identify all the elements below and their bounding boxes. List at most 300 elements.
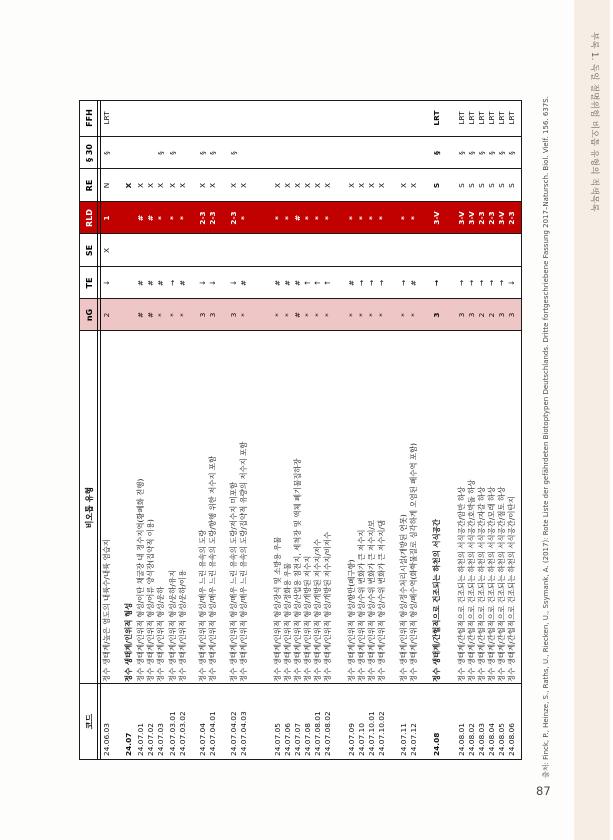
RE-cell: X xyxy=(124,182,133,189)
TE-cell: # xyxy=(283,279,292,287)
table-row xyxy=(168,101,178,759)
RLD-cell: * xyxy=(323,216,332,220)
RE-cell: X xyxy=(208,182,217,189)
FFH-cell xyxy=(293,99,303,137)
table-row xyxy=(303,101,313,759)
code-cell: 24.07.03.01 xyxy=(168,711,177,756)
TE-cell: # xyxy=(409,279,418,287)
FFH-cell: LRT xyxy=(507,111,516,125)
table-row xyxy=(357,101,367,759)
RE-cell: X xyxy=(357,182,366,189)
name-cell: 정수 생태계/간헐적으로 건조되는 하천의 서식공간/점토 하상 xyxy=(497,486,506,682)
table-header-row xyxy=(80,101,98,759)
p30-cell xyxy=(178,137,188,169)
RLD-cell: * xyxy=(156,216,165,220)
FFH-cell xyxy=(367,99,377,137)
table-row xyxy=(229,101,239,759)
table-row xyxy=(156,101,166,759)
p30-cell: § xyxy=(168,151,177,155)
RLD-cell: 1 xyxy=(102,215,111,221)
RLD-cell: * xyxy=(367,216,376,220)
TE-cell: # xyxy=(293,279,302,287)
nG-cell: 3 xyxy=(507,312,516,318)
TE-cell: → xyxy=(168,279,177,287)
SE-cell xyxy=(409,234,419,267)
table-row xyxy=(146,101,156,759)
RE-cell: X xyxy=(323,182,332,189)
RLD-cell: * xyxy=(303,216,312,220)
nG-cell: * xyxy=(409,313,418,317)
code-cell: 24.07.10.01 xyxy=(367,711,376,756)
table-row xyxy=(457,101,467,759)
SE-cell xyxy=(273,234,283,267)
table-row xyxy=(507,101,517,759)
nG-cell: 3 xyxy=(497,312,506,318)
name-cell: 정수 생태계/인위적 형성/매우 느린 유속의 도랑/집약적 유량의 저수지 포함 xyxy=(239,441,248,682)
p30-cell: § xyxy=(477,151,486,155)
TE-cell: → xyxy=(399,279,408,287)
SE-cell xyxy=(178,234,188,267)
FFH-cell xyxy=(178,99,188,137)
TE-cell: ↑ xyxy=(313,279,322,287)
nG-cell: # xyxy=(293,311,302,319)
nG-cell: 2 xyxy=(487,312,496,318)
RE-cell: X xyxy=(409,182,418,189)
FFH-cell: LRT xyxy=(457,111,466,125)
FFH-cell xyxy=(124,99,134,137)
p30-cell xyxy=(357,137,367,169)
FFH-cell xyxy=(229,99,239,137)
p30-cell xyxy=(146,137,156,169)
page-number: 87 xyxy=(536,784,551,798)
SE-cell xyxy=(347,234,357,267)
p30-cell: § xyxy=(156,151,165,155)
SE-cell xyxy=(323,234,333,267)
TE-cell: ↑ xyxy=(303,279,312,287)
FFH-cell xyxy=(273,99,283,137)
TE-cell: → xyxy=(497,279,506,287)
code-cell: 24.08.06 xyxy=(507,723,516,756)
FFH-cell: LRT xyxy=(487,111,496,125)
nG-cell: * xyxy=(347,313,356,317)
TE-cell: → xyxy=(432,279,441,287)
table-row xyxy=(273,101,283,759)
SE-cell xyxy=(146,234,156,267)
p30-cell xyxy=(124,137,134,169)
code-cell: 24.07.04.01 xyxy=(208,711,217,756)
nG-cell: * xyxy=(399,313,408,317)
SE-cell: X xyxy=(102,247,111,254)
code-cell: 24.07.04.03 xyxy=(239,711,248,756)
p30-cell xyxy=(273,137,283,169)
p30-cell: § xyxy=(467,151,476,155)
RE-cell: S xyxy=(507,183,516,188)
TE-cell: → xyxy=(377,279,386,287)
table-row xyxy=(283,101,293,759)
column-header-nG: nG xyxy=(84,308,94,322)
nG-cell: * xyxy=(323,313,332,317)
SE-cell xyxy=(293,234,303,267)
p30-cell xyxy=(367,137,377,169)
name-cell: 정수 생태계/인위적 형성/운하 xyxy=(156,586,165,682)
p30-cell xyxy=(399,137,409,169)
RE-cell: S xyxy=(457,183,466,188)
SE-cell xyxy=(377,234,387,267)
p30-cell: § xyxy=(198,151,207,155)
column-header-RE: RE xyxy=(84,179,94,192)
FFH-cell xyxy=(168,99,178,137)
TE-cell: ↑ xyxy=(323,279,332,287)
name-cell: 정수 생태계/인위적 형성/정수처리시설(개방된 연못) xyxy=(399,514,408,682)
TE-cell: # xyxy=(347,279,356,287)
RLD-cell: # xyxy=(136,214,145,222)
nG-cell: # xyxy=(136,311,145,319)
nG-cell: * xyxy=(303,313,312,317)
nG-cell: * xyxy=(313,313,322,317)
TE-cell: # xyxy=(156,279,165,287)
SE-cell xyxy=(357,234,367,267)
p30-cell: § xyxy=(507,151,516,155)
FFH-cell xyxy=(239,99,249,137)
nG-cell: * xyxy=(168,313,177,317)
code-cell: 24.08.03 xyxy=(477,723,486,756)
nG-cell: * xyxy=(273,313,282,317)
code-cell: 24.07 xyxy=(124,732,133,756)
RLD-cell: 3-V xyxy=(432,211,441,225)
RLD-cell: * xyxy=(239,216,248,220)
code-cell: 24.07.09 xyxy=(347,723,356,756)
TE-cell: → xyxy=(477,279,486,287)
RLD-cell: * xyxy=(178,216,187,220)
RE-cell: S xyxy=(477,183,486,188)
FFH-cell xyxy=(347,99,357,137)
RLD-cell: # xyxy=(293,214,302,222)
nG-cell: * xyxy=(367,313,376,317)
p30-cell xyxy=(323,137,333,169)
p30-cell xyxy=(293,137,303,169)
code-cell: 24.07.04.02 xyxy=(229,711,238,756)
p30-cell xyxy=(313,137,323,169)
SE-cell xyxy=(229,234,239,267)
RLD-cell: 2-3 xyxy=(208,211,217,225)
name-cell: 정수 생태계/인위적 형성/수위 변화가 큰 저수지/댐 xyxy=(377,519,386,682)
table-row xyxy=(102,101,112,759)
FFH-cell xyxy=(208,99,218,137)
RLD-cell: * xyxy=(273,216,282,220)
table-row xyxy=(467,101,477,759)
RLD-cell xyxy=(124,202,134,234)
name-cell: 정수 생태계/간헐적으로 건조되는 하천의 서식공간/자갈 하상 xyxy=(477,486,486,682)
SE-cell xyxy=(432,234,442,267)
SE-cell xyxy=(198,234,208,267)
code-cell: 24.07.06 xyxy=(283,723,292,756)
nG-cell: 2 xyxy=(102,312,111,318)
name-cell: 정수 생태계/간헐적으로 건조되는 하천의 서식공간/암반 하상 xyxy=(457,486,466,682)
SE-cell xyxy=(239,234,249,267)
TE-cell: # xyxy=(273,279,282,287)
p30-cell xyxy=(377,137,387,169)
RE-cell: X xyxy=(146,182,155,189)
TE-cell: → xyxy=(357,279,366,287)
p30-cell xyxy=(347,137,357,169)
FFH-cell xyxy=(136,99,146,137)
table-row xyxy=(367,101,377,759)
RLD-cell: 3-V xyxy=(457,211,466,225)
code-cell: 24.06.03 xyxy=(102,723,111,756)
TE-cell: # xyxy=(178,279,187,287)
code-cell: 24.07.03.02 xyxy=(178,711,187,756)
SE-cell xyxy=(507,234,517,267)
RE-cell: S xyxy=(497,183,506,188)
name-cell: 정수 생태계/인위적 형성/항만(폐구항) xyxy=(347,559,356,682)
code-cell: 24.08.05 xyxy=(497,723,506,756)
table-row xyxy=(293,101,303,759)
column-header-FFH: FFH xyxy=(84,109,94,127)
RE-cell: X xyxy=(178,182,187,189)
TE-cell: ↓ xyxy=(102,279,111,287)
name-cell: 정수 생태계/간헐적으로 건조되는 하천의 서식공간 xyxy=(432,519,441,682)
nG-cell: * xyxy=(357,313,366,317)
TE-cell xyxy=(124,267,134,299)
table-row xyxy=(432,101,442,759)
SE-cell xyxy=(136,234,146,267)
FFH-cell xyxy=(313,99,323,137)
FFH-cell xyxy=(303,99,313,137)
table-body xyxy=(102,101,517,759)
RE-cell: X xyxy=(273,182,282,189)
name-cell: 정수 생태계/높은 염도의 내륙수/내륙 염습지 xyxy=(102,539,111,682)
name-cell: 정수 생태계/인위적 형성/정화용 우물 xyxy=(283,562,292,682)
RLD-cell: 2-3 xyxy=(507,211,516,225)
TE-cell: ↓ xyxy=(507,279,516,287)
RE-cell: X xyxy=(136,182,145,189)
SE-cell xyxy=(467,234,477,267)
column-header-name: 비오톱 유형 xyxy=(84,486,94,529)
SE-cell xyxy=(367,234,377,267)
SE-cell xyxy=(156,234,166,267)
code-cell: 24.08.01 xyxy=(457,723,466,756)
name-cell: 정수 생태계/인위적 형성/폐수역(화학물질로 심각하게 오염된 폐수역 포함) xyxy=(409,442,418,682)
SE-cell xyxy=(303,234,313,267)
p30-cell: § xyxy=(229,151,238,155)
RE-cell: X xyxy=(293,182,302,189)
biotope-red-list-table xyxy=(79,100,522,760)
p30-cell xyxy=(239,137,249,169)
RLD-cell: # xyxy=(146,214,155,222)
column-header-RLD: RLD xyxy=(84,209,94,227)
name-cell: 정수 생태계/인위적 형성/개방된 저수지 xyxy=(303,555,312,682)
SE-cell xyxy=(208,234,218,267)
RE-cell: X xyxy=(377,182,386,189)
FFH-cell xyxy=(283,99,293,137)
name-cell: 정수 생태계/인위적 형성/수위 변화가 큰 저수지/보 xyxy=(367,519,376,682)
name-cell: 정수 생태계/인위적 형성/운하/이용 xyxy=(178,569,187,682)
RE-cell: X xyxy=(198,182,207,189)
p30-cell: § xyxy=(457,151,466,155)
name-cell: 정수 생태계/인위적 형성 xyxy=(124,602,133,682)
code-cell: 24.07.10 xyxy=(357,723,366,756)
RE-cell: X xyxy=(229,182,238,189)
RLD-cell: * xyxy=(168,216,177,220)
TE-cell: → xyxy=(487,279,496,287)
RE-cell: X xyxy=(239,182,248,189)
SE-cell xyxy=(399,234,409,267)
code-cell: 24.07.04 xyxy=(198,723,207,756)
TE-cell: ↓ xyxy=(208,279,217,287)
RLD-cell: 2-3 xyxy=(198,211,207,225)
column-header-p30: § 30 xyxy=(84,144,94,162)
SE-cell xyxy=(124,234,134,267)
RLD-cell: * xyxy=(409,216,418,220)
code-cell: 24.08.04 xyxy=(487,723,496,756)
p30-cell xyxy=(283,137,293,169)
code-cell: 24.08.02 xyxy=(467,723,476,756)
p30-cell: § xyxy=(208,151,217,155)
FFH-cell xyxy=(146,99,156,137)
p30-cell: § xyxy=(432,151,441,155)
TE-cell: # xyxy=(239,279,248,287)
FFH-cell xyxy=(156,99,166,137)
column-header-SE: SE xyxy=(84,244,94,257)
table-row xyxy=(323,101,333,759)
name-cell: 정수 생태계/인위적 형성/어류 양식장(집약적 이용) xyxy=(146,519,155,682)
RE-cell: X xyxy=(313,182,322,189)
FFH-cell xyxy=(323,99,333,137)
running-head: 부록 1. 독일 절멸위험 비오톱 유형의 적색목록 xyxy=(589,32,599,212)
nG-cell: * xyxy=(239,313,248,317)
table-row xyxy=(347,101,357,759)
RE-cell: S xyxy=(487,183,496,188)
SE-cell xyxy=(477,234,487,267)
TE-cell: ↓ xyxy=(198,279,207,287)
name-cell: 정수 생태계/인위적 형성/매우 느린 유속의 도랑/저수지 미포함 xyxy=(229,481,238,682)
table-row xyxy=(178,101,188,759)
RE-cell: S xyxy=(467,183,476,188)
table-row xyxy=(239,101,249,759)
table-row xyxy=(399,101,409,759)
table-row xyxy=(208,101,218,759)
name-cell: 정수 생태계/간헐적으로 건조되는 하천의 서식공간/모래 하상 xyxy=(487,486,496,682)
nG-cell: # xyxy=(146,311,155,319)
RLD-cell: 3-V xyxy=(467,211,476,225)
name-cell: 정수 생태계/간헐적으로 건조되는 하천의 서식공간/이탄지 xyxy=(507,496,516,682)
TE-cell: ↓ xyxy=(229,279,238,287)
code-cell: 24.07.03 xyxy=(156,723,165,756)
FFH-cell xyxy=(357,99,367,137)
p30-cell xyxy=(303,137,313,169)
FFH-cell xyxy=(399,99,409,137)
code-cell: 24.07.08.01 xyxy=(313,711,322,756)
p30-cell xyxy=(409,137,419,169)
RLD-cell: * xyxy=(313,216,322,220)
SE-cell xyxy=(283,234,293,267)
p30-cell: § xyxy=(487,151,496,155)
table-row xyxy=(198,101,208,759)
FFH-cell: LRT xyxy=(477,111,486,125)
code-cell: 24.07.02 xyxy=(146,723,155,756)
name-cell: 정수 생태계/간헐적으로 건조되는 하천의 서식공간/호박돌 하상 xyxy=(467,479,476,682)
SE-cell xyxy=(497,234,507,267)
TE-cell: → xyxy=(457,279,466,287)
FFH-cell: LRT xyxy=(497,111,506,125)
name-cell: 정수 생태계/인위적 형성/매우 느린 유속의 도랑 xyxy=(198,529,207,682)
table-row xyxy=(409,101,419,759)
code-cell: 24.07.11 xyxy=(399,723,408,756)
name-cell: 정수 생태계/인위적 형성/수위 변화가 큰 저수지 xyxy=(357,529,366,682)
nG-cell xyxy=(124,299,134,331)
p30-cell: § xyxy=(102,151,111,155)
name-cell: 정수 생태계/인위적 형성/산업용 침전지, 세척장 및 액체 폐기물집하장 xyxy=(293,458,302,682)
RLD-cell: 2-3 xyxy=(229,211,238,225)
RLD-cell: * xyxy=(399,216,408,220)
table-row xyxy=(497,101,507,759)
RE-cell: X xyxy=(303,182,312,189)
code-cell: 24.07.08 xyxy=(303,723,312,756)
nG-cell: * xyxy=(377,313,386,317)
RE-cell: X xyxy=(168,182,177,189)
nG-cell: 3 xyxy=(467,312,476,318)
RE-cell: X xyxy=(367,182,376,189)
RE-cell: S xyxy=(432,182,441,189)
RE-cell: X xyxy=(347,182,356,189)
name-cell: 정수 생태계/인위적 형성/이탄 채굴장 내 정수지역(황폐화 진행) xyxy=(136,478,145,682)
code-cell: 24.07.07 xyxy=(293,723,302,756)
nG-cell: 3 xyxy=(432,312,441,318)
name-cell: 정수 생태계/인위적 형성/개방된 저수지/비저수 xyxy=(323,531,332,682)
nG-cell: 3 xyxy=(229,312,238,318)
FFH-cell: LRT xyxy=(102,111,111,125)
nG-cell: 3 xyxy=(198,312,207,318)
nG-cell: 3 xyxy=(457,312,466,318)
RE-cell: X xyxy=(156,182,165,189)
FFH-cell xyxy=(409,99,419,137)
RLD-cell: * xyxy=(283,216,292,220)
TE-cell: → xyxy=(467,279,476,287)
RLD-cell: * xyxy=(357,216,366,220)
FFH-cell: LRT xyxy=(467,111,476,125)
TE-cell: # xyxy=(146,279,155,287)
RLD-cell: 2-3 xyxy=(477,211,486,225)
RE-cell: X xyxy=(283,182,292,189)
nG-cell: * xyxy=(283,313,292,317)
name-cell: 정수 생태계/인위적 형성/매우 느린 유속의 도랑/항행 위한 저수지 포함 xyxy=(208,455,217,682)
table-row xyxy=(124,101,134,759)
SE-cell xyxy=(457,234,467,267)
FFH-cell: LRT xyxy=(432,110,441,126)
RLD-cell: * xyxy=(377,216,386,220)
nG-cell: * xyxy=(178,313,187,317)
RLD-cell: 2-3 xyxy=(487,211,496,225)
nG-cell: 2 xyxy=(477,312,486,318)
code-cell: 24.07.01 xyxy=(136,723,145,756)
p30-cell: § xyxy=(497,151,506,155)
FFH-cell xyxy=(198,99,208,137)
TE-cell: # xyxy=(136,279,145,287)
FFH-cell xyxy=(377,99,387,137)
column-header-code: 코드 xyxy=(84,713,94,730)
table-row xyxy=(313,101,323,759)
name-cell: 정수 생태계/인위적 형성/운하/유지 xyxy=(168,569,177,682)
TE-cell: → xyxy=(367,279,376,287)
p30-cell xyxy=(136,137,146,169)
table-row xyxy=(487,101,497,759)
RLD-cell: * xyxy=(347,216,356,220)
code-cell: 24.07.05 xyxy=(273,723,282,756)
name-cell: 정수 생태계/인위적 형성/개방된 저수지/저수 xyxy=(313,538,322,682)
nG-cell: * xyxy=(156,313,165,317)
RE-cell: N xyxy=(102,182,111,189)
SE-cell xyxy=(487,234,497,267)
